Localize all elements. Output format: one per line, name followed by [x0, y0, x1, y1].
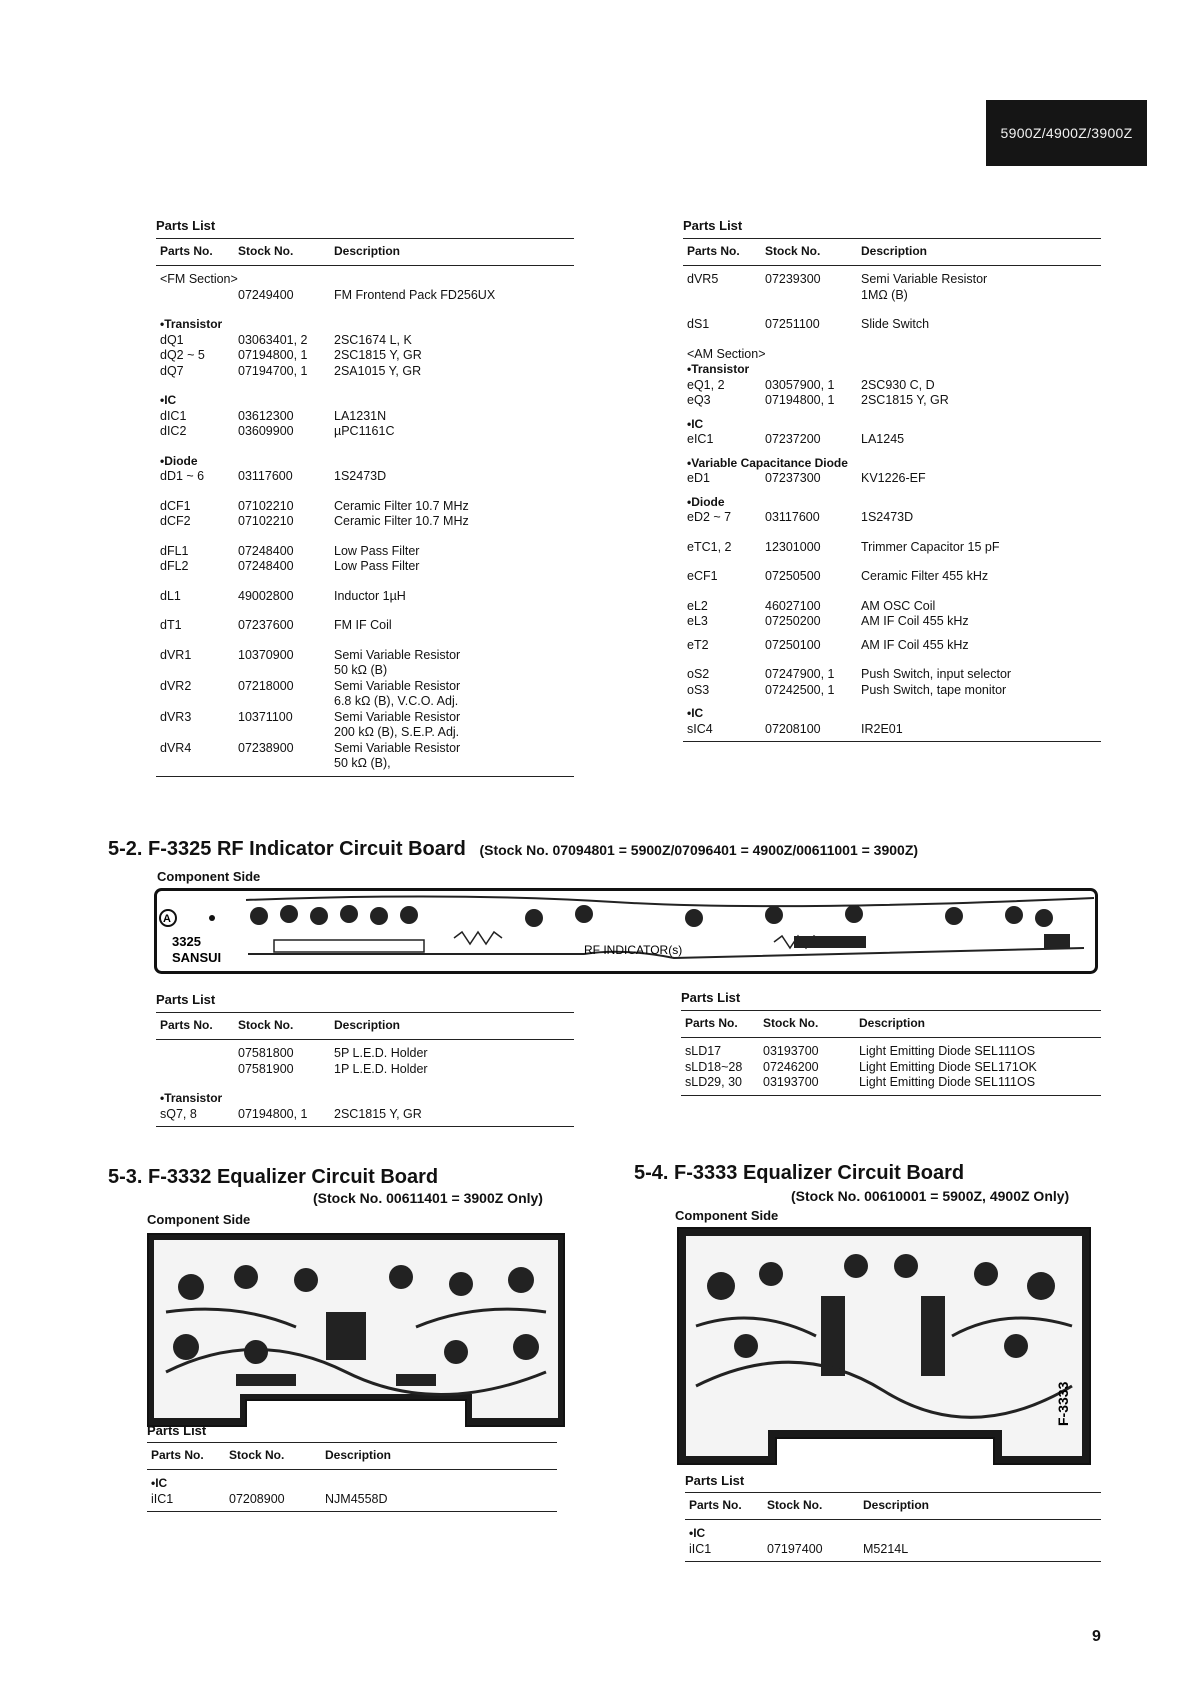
table-header — [685, 1492, 1101, 1520]
table-row: dQ7 07194700, 1 2SA1015 Y, GR — [160, 363, 422, 378]
table-row-cont: 50 kΩ (B) — [334, 663, 388, 677]
section-label: <AM Section> — [687, 346, 766, 361]
table-row: eQ3 07194800, 1 2SC1815 Y, GR — [687, 393, 949, 407]
board-brand-label: SANSUI — [172, 950, 222, 965]
table-row: eCF1 07250500 Ceramic Filter 455 kHz — [687, 569, 989, 583]
table-row: dVR4 07238900 Semi Variable Resistor — [160, 740, 461, 755]
parts-list-rf-right — [681, 1010, 1101, 1096]
stock-note: (Stock No. 07094801 = 5900Z/07096401 = 4900Z/00611001 = 3900Z) — [479, 842, 919, 858]
parts-list-title: Parts List — [685, 1473, 745, 1488]
models-tab: 5900Z/4900Z/3900Z — [986, 100, 1147, 166]
col-description: Description — [334, 244, 401, 259]
parts-list-rf-left — [156, 1012, 574, 1127]
group-label: •Diode — [687, 494, 725, 509]
component-side-label: Component Side — [147, 1212, 251, 1227]
parts-list-eq-3332 — [147, 1442, 557, 1512]
col-stock-no: Stock No. — [765, 244, 821, 259]
table-header — [681, 1010, 1101, 1038]
table-row: iIC1 07197400 M5214L — [689, 1541, 909, 1556]
section-title: F-3332 Equalizer Circuit Board — [148, 1166, 439, 1188]
table-row: dL1 49002800 Inductor 1µH — [160, 588, 406, 603]
col-parts-no: Parts No. — [687, 244, 740, 259]
col-stock-no: Stock No. — [767, 1498, 823, 1513]
section-title: F-3333 Equalizer Circuit Board — [674, 1162, 965, 1184]
table-row: dS1 07251100 Slide Switch — [687, 317, 930, 331]
table-row: dVR5 07239300 Semi Variable Resistor — [687, 272, 988, 286]
group-label: •Transistor — [160, 317, 223, 331]
equalizer-board-3332 — [146, 1232, 566, 1428]
col-stock-no: Stock No. — [238, 1018, 294, 1033]
stock-note: (Stock No. 00611401 = 3900Z Only) — [313, 1190, 543, 1206]
col-description: Description — [861, 244, 928, 259]
parts-list-title: Parts List — [147, 1423, 207, 1438]
parts-list-eq-3333 — [685, 1492, 1101, 1562]
table-row: dIC2 03609900 µPC1161C — [160, 424, 395, 438]
table-body — [147, 1470, 557, 1512]
parts-list-title: Parts List — [156, 992, 216, 1007]
table-row: eIC1 07237200 LA1245 — [687, 432, 905, 446]
table-row: dVR1 10370900 Semi Variable Resistor — [160, 647, 461, 662]
table-row: dCF2 07102210 Ceramic Filter 10.7 MHz — [160, 514, 469, 528]
table-header — [147, 1442, 557, 1470]
table-header — [156, 238, 574, 266]
group-label: •Transistor — [687, 362, 750, 376]
table-row: oS3 07242500, 1 Push Switch, tape monitor — [687, 682, 1007, 697]
table-row: sLD17 03193700 Light Emitting Diode SEL111OS — [685, 1044, 1036, 1058]
table-row: dVR2 07218000 Semi Variable Resistor — [160, 678, 461, 693]
table-row: oS2 07247900, 1 Push Switch, input selector — [687, 667, 1012, 681]
table-row: sIC4 07208100 IR2E01 — [687, 721, 903, 736]
section-5-3-heading — [108, 1166, 438, 1189]
table-row: 07249400 FM Frontend Pack FD256UX — [238, 287, 496, 302]
table-row: dVR3 10371100 Semi Variable Resistor — [160, 709, 461, 724]
table-body — [156, 266, 574, 777]
group-label: •IC — [160, 393, 177, 407]
table-row: dCF1 07102210 Ceramic Filter 10.7 MHz — [160, 498, 469, 513]
table-body — [683, 266, 1101, 742]
eq-3333-drawing — [676, 1226, 1092, 1466]
col-description: Description — [859, 1016, 926, 1031]
table-header — [683, 238, 1101, 266]
group-label: •IC — [687, 706, 704, 720]
table-row: iIC1 07208900 NJM4558D — [151, 1491, 388, 1506]
table-row-cont: 1MΩ (B) — [861, 287, 908, 302]
eq-3332-drawing — [146, 1232, 566, 1428]
table-body — [685, 1520, 1101, 1562]
group-label: •Variable Capacitance Diode — [687, 455, 848, 470]
component-side-label: Component Side — [675, 1208, 779, 1223]
parts-list-am — [683, 238, 1101, 742]
section-5-2-heading — [108, 838, 918, 861]
table-row: eL2 46027100 AM OSC Coil — [687, 598, 936, 613]
table-row: eD2 ~ 7 03117600 1S2473D — [687, 510, 914, 524]
table-row: dQ2 ~ 5 07194800, 1 2SC1815 Y, GR — [160, 348, 422, 362]
board-print-label: RF INDICATOR(s) — [584, 943, 683, 957]
section-title: F-3325 RF Indicator Circuit Board — [148, 838, 466, 860]
section-number: 5-4. — [634, 1162, 669, 1184]
col-description: Description — [325, 1448, 392, 1463]
section-label: <FM Section> — [160, 272, 238, 286]
parts-list-title: Parts List — [683, 218, 743, 233]
group-label: •Diode — [160, 453, 198, 468]
parts-list-title: Parts List — [681, 990, 741, 1005]
col-parts-no: Parts No. — [160, 244, 213, 259]
col-description: Description — [334, 1018, 401, 1033]
group-label: •IC — [151, 1476, 168, 1490]
table-row: dFL2 07248400 Low Pass Filter — [160, 559, 420, 573]
stock-note: (Stock No. 00610001 = 5900Z, 4900Z Only) — [791, 1188, 1070, 1204]
table-row-cont: 6.8 kΩ (B), V.C.O. Adj. — [334, 694, 459, 708]
table-row: eTC1, 2 12301000 Trimmer Capacitor 15 pF — [687, 539, 1000, 554]
table-row: dIC1 03612300 LA1231N — [160, 408, 387, 423]
table-row-cont: 50 kΩ (B), — [334, 756, 391, 770]
table-row: sLD18~28 07246200 Light Emitting Diode SEL171OK — [685, 1059, 1037, 1074]
section-number: 5-2. — [108, 838, 143, 860]
table-row: dD1 ~ 6 03117600 1S2473D — [160, 469, 387, 483]
parts-list-fm — [156, 238, 574, 777]
table-row: 07581900 1P L.E.D. Holder — [238, 1061, 428, 1076]
section-number: 5-3. — [108, 1166, 143, 1188]
table-row: eD1 07237300 KV1226-EF — [687, 471, 926, 485]
equalizer-board-3333 — [676, 1226, 1092, 1466]
col-stock-no: Stock No. — [763, 1016, 819, 1031]
parts-list-title: Parts List — [156, 218, 216, 233]
table-row: sQ7, 8 07194800, 1 2SC1815 Y, GR — [160, 1106, 422, 1121]
table-row: 07581800 5P L.E.D. Holder — [238, 1046, 428, 1060]
table-row: eQ1, 2 03057900, 1 2SC930 C, D — [687, 377, 935, 392]
group-label: •IC — [687, 416, 704, 431]
rf-board-drawing — [154, 888, 1098, 974]
group-label: •IC — [689, 1526, 706, 1540]
col-parts-no: Parts No. — [685, 1016, 738, 1031]
page-number: 9 — [1092, 1628, 1101, 1645]
rf-indicator-board — [154, 888, 1098, 974]
table-body — [156, 1040, 574, 1127]
table-row: dQ1 03063401, 2 2SC1674 L, K — [160, 332, 412, 347]
table-row: eL3 07250200 AM IF Coil 455 kHz — [687, 614, 969, 628]
col-parts-no: Parts No. — [160, 1018, 213, 1033]
col-parts-no: Parts No. — [689, 1498, 742, 1513]
table-body — [681, 1038, 1101, 1096]
board-print-label: F-3333 — [1055, 1381, 1071, 1426]
col-stock-no: Stock No. — [229, 1448, 285, 1463]
table-header — [156, 1012, 574, 1040]
svg-text:A: A — [163, 913, 171, 925]
table-row: dT1 07237600 FM IF Coil — [160, 618, 392, 632]
section-5-4-heading — [634, 1162, 964, 1185]
group-label: •Transistor — [160, 1091, 223, 1105]
table-row: dFL1 07248400 Low Pass Filter — [160, 543, 420, 558]
table-row: sLD29, 30 03193700 Light Emitting Diode SEL111OS — [685, 1075, 1036, 1089]
col-parts-no: Parts No. — [151, 1448, 204, 1463]
component-side-label: Component Side — [157, 869, 261, 884]
table-row: eT2 07250100 AM IF Coil 455 kHz — [687, 637, 969, 652]
table-row-cont: 200 kΩ (B), S.E.P. Adj. — [334, 725, 460, 739]
board-id-label: 3325 — [172, 934, 201, 949]
col-description: Description — [863, 1498, 930, 1513]
col-stock-no: Stock No. — [238, 244, 294, 259]
